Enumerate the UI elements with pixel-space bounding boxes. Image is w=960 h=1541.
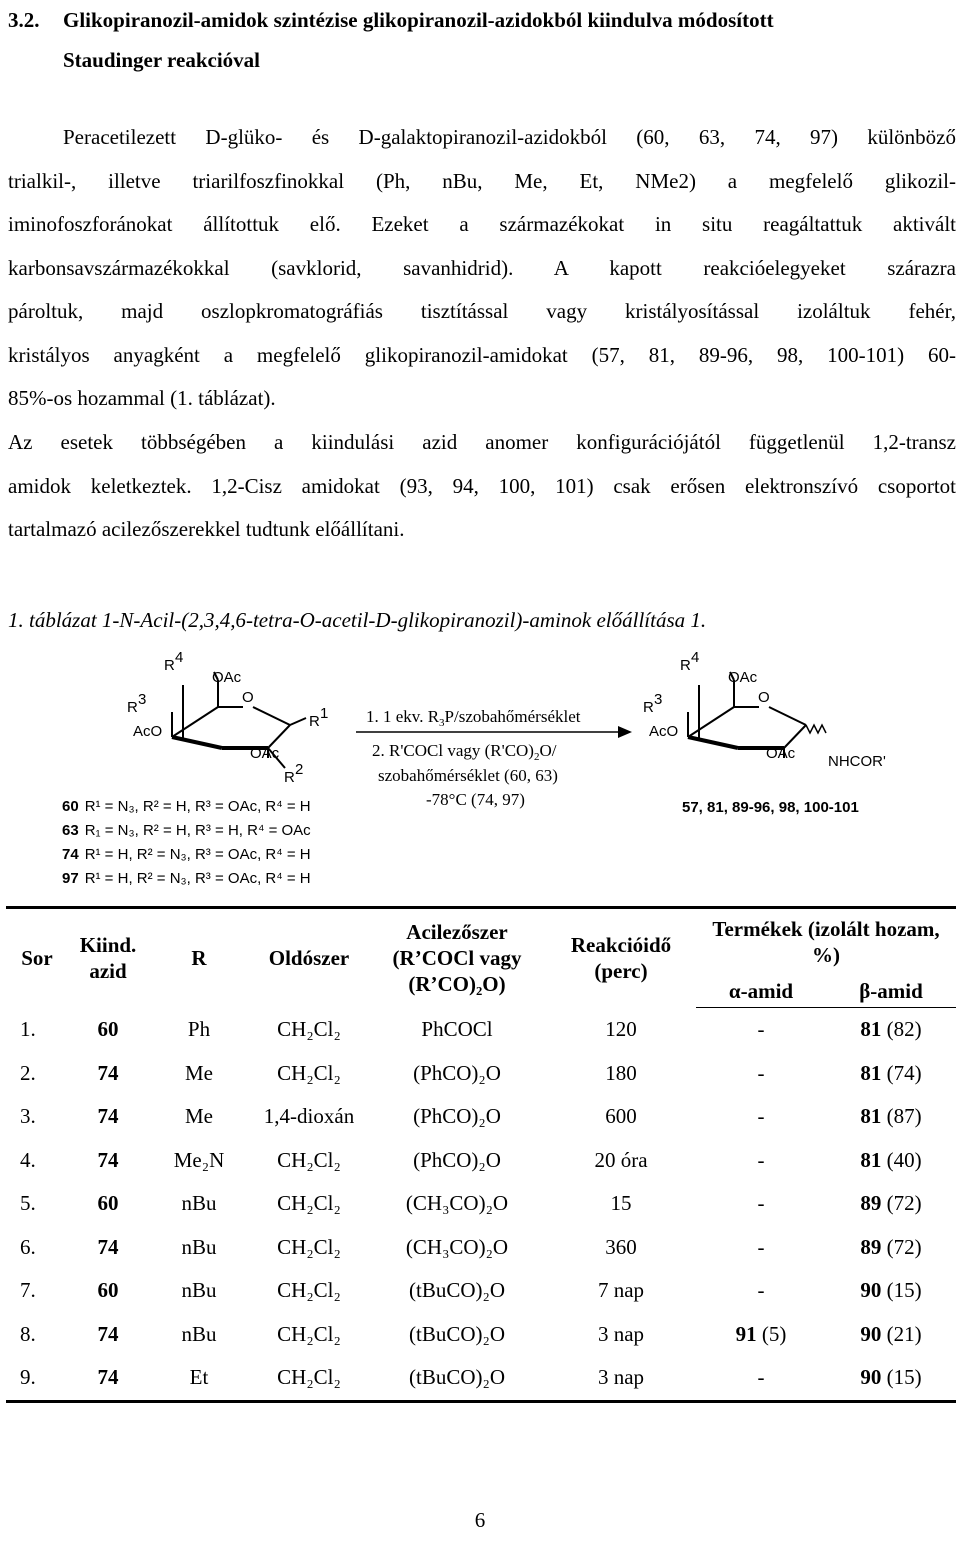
page-number: 6: [474, 1508, 486, 1532]
cell-r: nBu: [181, 1234, 217, 1259]
cell-r: Ph: [187, 1017, 211, 1041]
cell-beta: 90 (15): [826, 1356, 956, 1401]
step2-text: 2. R'COCl vagy $(R'CO)_2O/$: [372, 741, 557, 763]
arrow-head-icon: [618, 726, 632, 738]
cell-oldoszer: 1,4-dioxán: [263, 1104, 355, 1129]
product-ring-oxygen: O: [758, 689, 770, 706]
table-row: [6, 1052, 956, 1096]
paragraph-line: tartalmazó acilezőszerekkel tudtunk előállítani.: [8, 517, 405, 541]
table-row: [6, 1269, 956, 1313]
cell-kiind: 60: [97, 1278, 119, 1303]
r3-label: R: [127, 699, 138, 716]
header-alpha: α-amid: [696, 975, 826, 1008]
paragraph-line: iminofoszforánokat állítottuk elő. Ezeket a származékokat in situ reagáltattuk aktivált: [8, 212, 956, 236]
cell-kiind: 60: [97, 1191, 119, 1216]
cell-sor: 4.: [20, 1147, 36, 1172]
header-kiind: Kiind. azid: [68, 908, 148, 1008]
cell-ido: 15: [610, 1191, 632, 1216]
product-numbers: 57, 81, 89-96, 98, 100-101: [682, 799, 859, 816]
step1-text: 1. 1 ekv. $R_3P$/szobahőmérséklet: [366, 707, 581, 729]
cell-oldoszer: CH₂Cl₂: [277, 1278, 341, 1303]
cell-alpha: -: [757, 1147, 765, 1172]
cell-ido: 7 nap: [597, 1278, 645, 1303]
cell-acil: (PhCO)₂O: [413, 1060, 501, 1085]
cell-r: nBu: [181, 1321, 217, 1346]
cell-alpha: -: [757, 1017, 765, 1042]
product-r4-label: R: [680, 657, 691, 674]
header-reakcioido: Reakcióidő (perc): [546, 908, 696, 1008]
r4-sup: 4: [175, 649, 184, 666]
header-sor: Sor: [6, 908, 68, 1008]
cell-kiind: 74: [97, 1321, 119, 1346]
table-row: [6, 1182, 956, 1226]
cell-ido: 3 nap: [546, 1356, 696, 1401]
table-row: [6, 1356, 956, 1401]
cell-ido: 20 óra: [594, 1147, 648, 1172]
paragraph-line: pároltuk, majd oszlopkromatográfiás tisztítással vagy kristályosítással izoláltuk fehér,: [8, 299, 956, 323]
cell-r: Me: [185, 1060, 213, 1085]
cell-beta: 90 (21): [860, 1321, 922, 1346]
paragraph-line: Az esetek többségében a kiindulási azid anomer konfigurációjától függetlenül 1,2-transz: [8, 430, 956, 454]
product-r3-sup: 3: [654, 691, 663, 708]
cell-r: nBu: [181, 1278, 217, 1303]
r3-sup: 3: [138, 691, 147, 708]
r2-label: R: [284, 769, 295, 786]
cell-sor: 2.: [20, 1060, 36, 1085]
table-row: [6, 1139, 956, 1183]
product-r3-label: R: [643, 699, 654, 716]
cell-kiind: 74: [97, 1147, 119, 1172]
cell-acil: (PhCO)₂O: [413, 1147, 501, 1172]
cell-alpha: -: [696, 1356, 826, 1401]
product-oac-top: OAc: [728, 669, 758, 686]
cell-beta: 89 (72): [860, 1234, 922, 1259]
cell-sor: 8.: [20, 1321, 36, 1346]
legend-item: 60 R¹ = N₃, R² = H, R³ = OAc, R⁴ = H: [62, 798, 311, 815]
legend-item: 63 R₁ = N₃, R² = H, R³ = H, R⁴ = OAc: [62, 822, 311, 839]
cell-alpha: -: [757, 1060, 765, 1085]
r1-label: R: [309, 713, 320, 730]
cell-alpha: -: [757, 1278, 765, 1303]
cell-kiind: 74: [97, 1060, 119, 1085]
cell-r: Me: [185, 1104, 213, 1129]
paragraph-line: trialkil-, illetve triarilfoszfinokkal (Ph, nBu, Me, Et, NMe2) a megfelelő glikozil-: [8, 168, 956, 193]
cell-sor: 9.: [6, 1356, 68, 1401]
cell-acil: (CH₃CO)₂O: [405, 1234, 509, 1259]
cell-ido: 120: [605, 1017, 637, 1041]
cell-beta: 81 (74): [860, 1060, 922, 1085]
cell-beta: 81 (40): [860, 1147, 922, 1172]
header-termekek: Termékek (izolált hozam, %): [696, 908, 956, 976]
step2-conditions-1: szobahőmérséklet (60, 63): [378, 766, 558, 785]
table-row: [6, 1313, 956, 1357]
section-heading: [8, 0, 958, 80]
cell-ido: 3 nap: [597, 1321, 645, 1346]
cell-oldoszer: CH₂Cl₂: [250, 1356, 368, 1401]
step2-conditions-2: -78°C (74, 97): [426, 790, 525, 809]
table-row: [6, 1008, 956, 1052]
table-caption: 1. táblázat 1-N-Acil-(2,3,4,6-tetra-O-acetil-D-glikopiranozil)-aminok előállítása 1.: [8, 608, 707, 632]
cell-kiind: 74: [97, 1234, 119, 1259]
cell-sor: 6.: [20, 1234, 36, 1259]
cell-acil: (tBuCO)₂O: [409, 1321, 505, 1346]
paragraph-line: amidok keletkeztek. 1,2-Cisz amidokat (93, 94, 100, 101) csak erősen elektronszívó csoportot: [8, 473, 956, 498]
paragraph-line: kristályos anyagként a megfelelő glikopiranozil-amidokat (57, 81, 89-96, 98, 100-101) 60-: [8, 342, 956, 367]
paragraph-1: [8, 116, 956, 421]
cell-oldoszer: CH₂Cl₂: [277, 1321, 341, 1346]
paragraph-line: Peracetilezett D-glüko- és D-galaktopiranozil-azidokból (60, 63, 74, 97) különböző: [63, 125, 956, 149]
header-r: R: [148, 908, 250, 1008]
cell-ido: 600: [605, 1104, 637, 1129]
r1-sup: 1: [320, 705, 329, 722]
cell-acil: (tBuCO)₂O: [368, 1356, 546, 1401]
cell-beta: 81 (82): [860, 1017, 922, 1042]
cell-r: nBu: [181, 1191, 217, 1216]
r2-sup: 2: [295, 761, 304, 778]
r4-label: R: [164, 657, 175, 674]
paragraph-line: 85%-os hozammal (1. táblázat).: [8, 386, 276, 410]
cell-alpha: -: [757, 1234, 765, 1259]
table-row: [6, 1226, 956, 1270]
cell-alpha: 91 (5): [735, 1321, 787, 1346]
cell-oldoszer: CH₂Cl₂: [277, 1191, 341, 1216]
paragraph-2: [8, 421, 956, 552]
cell-r: Et: [148, 1356, 250, 1401]
cell-acil: PhCOCl: [421, 1017, 493, 1041]
oac-bottom-label: OAc: [250, 745, 280, 762]
cell-beta: 90 (15): [860, 1278, 922, 1303]
ring-oxygen-label: O: [242, 689, 254, 706]
cell-oldoszer: CH₂Cl₂: [277, 1234, 341, 1259]
section-number: 3.2.: [8, 8, 40, 32]
cell-sor: 7.: [20, 1278, 36, 1303]
product-r4-sup: 4: [691, 649, 700, 666]
product-oac-bottom: OAc: [766, 745, 796, 762]
header-oldoszer: Oldószer: [250, 908, 368, 1008]
results-table: [6, 906, 956, 1403]
cell-beta: 81 (87): [860, 1104, 922, 1129]
cell-r: Me₂N: [173, 1147, 225, 1172]
starting-azide-structure: [172, 672, 306, 768]
cell-beta: 89 (72): [860, 1191, 922, 1216]
section-title-line1: Glikopiranozil-amidok szintézise glikopiranozil-azidokból kiindulva módosított: [63, 8, 774, 32]
cell-ido: 360: [605, 1234, 637, 1259]
cell-kiind: 74: [97, 1104, 119, 1129]
paragraph-line: karbonsavszármazékokkal (savklorid, savanhidrid). A kapott reakcióelegyeket szárazra: [8, 255, 956, 280]
header-acilezoszer: Acilezőszer (R’COCl vagy (R’CO)₂O): [368, 908, 546, 1008]
aco-label: AcO: [133, 723, 163, 740]
cell-ido: 180: [605, 1060, 637, 1085]
cell-oldoszer: CH₂Cl₂: [277, 1017, 341, 1041]
table-row: [6, 1095, 956, 1139]
legend-item: 74 R¹ = H, R² = N₃, R³ = OAc, R⁴ = H: [62, 846, 311, 863]
cell-kiind: 60: [97, 1017, 119, 1041]
nhcor-label: NHCOR': [828, 753, 886, 770]
header-beta: β-amid: [826, 975, 956, 1008]
cell-acil: (PhCO)₂O: [413, 1104, 501, 1129]
cell-acil: (CH₃CO)₂O: [405, 1191, 509, 1216]
section-title-line2: Staudinger reakcióval: [63, 48, 260, 72]
cell-oldoszer: CH₂Cl₂: [277, 1060, 341, 1085]
cell-alpha: -: [757, 1191, 765, 1216]
cell-kiind: 74: [68, 1356, 148, 1401]
cell-alpha: -: [757, 1104, 765, 1129]
cell-acil: (tBuCO)₂O: [409, 1278, 505, 1303]
azide-legend: [62, 795, 311, 891]
oac-top-label: OAc: [212, 669, 242, 686]
cell-sor: 5.: [20, 1191, 36, 1216]
cell-sor: 3.: [20, 1104, 36, 1129]
product-aco-label: AcO: [649, 723, 679, 740]
cell-sor: 1.: [20, 1017, 36, 1041]
cell-oldoszer: CH₂Cl₂: [277, 1147, 341, 1172]
legend-item: 97 R¹ = H, R² = N₃, R³ = OAc, R⁴ = H: [62, 870, 311, 887]
